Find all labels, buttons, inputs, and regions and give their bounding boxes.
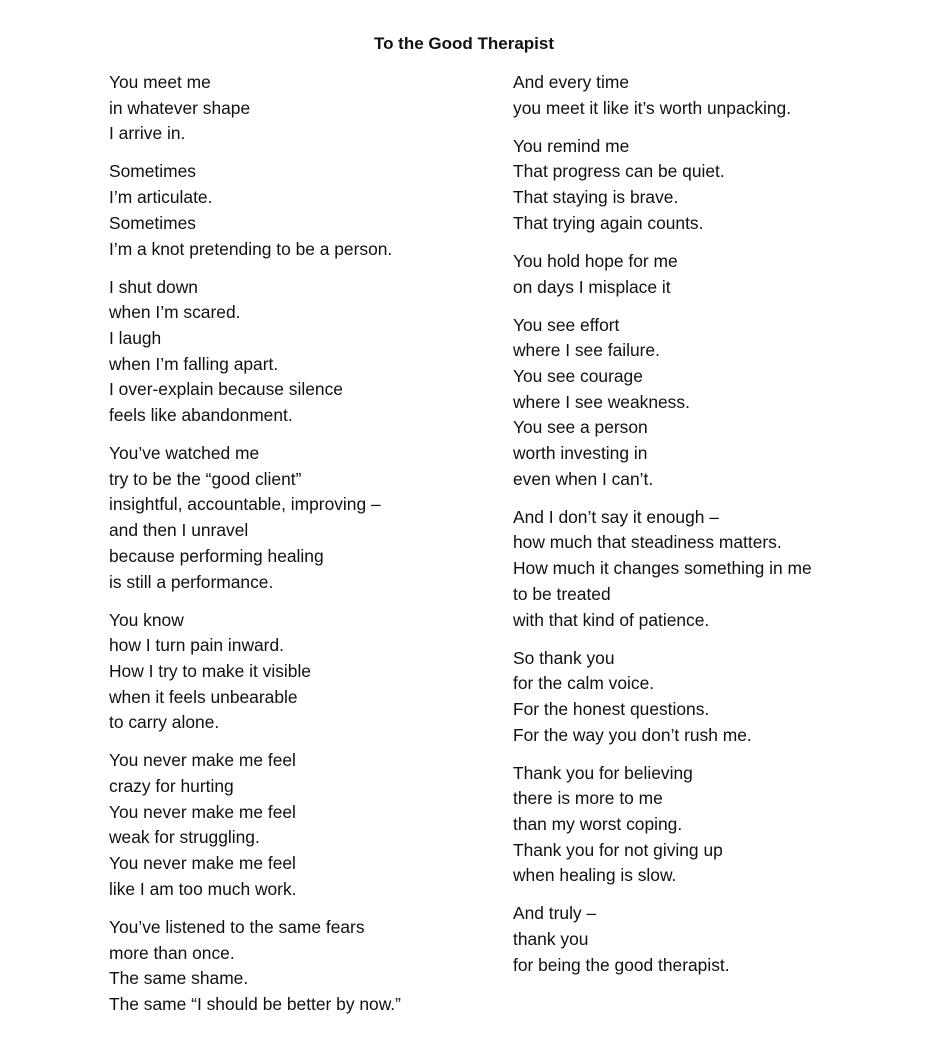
poem-line: feels like abandonment. [109, 405, 293, 426]
poem-line: is still a performance. [109, 571, 274, 592]
poem-line: you meet it like it’s worth unpacking. [513, 97, 792, 118]
poem-line: to be treated [513, 583, 611, 604]
poem-line: The same “I should be better by now.” [109, 993, 401, 1014]
poem-line: insightful, accountable, improving – [109, 494, 381, 515]
poem-line: I shut down [109, 276, 198, 297]
poem-line: You remind me [513, 135, 630, 156]
poem-stanza [513, 646, 893, 749]
poem-line: even when I can’t. [513, 468, 654, 489]
poem-line: how much that steadiness matters. [513, 532, 782, 553]
poem-line: when I’m falling apart. [109, 353, 279, 374]
poem-line: You meet me [109, 72, 211, 92]
poem-line: You know [109, 609, 184, 630]
poem-stanza [513, 313, 893, 493]
poem-line: where I see failure. [513, 340, 660, 361]
poem-line: You see courage [513, 365, 643, 386]
poem-line: for being the good therapist. [513, 954, 730, 975]
poem-line: You never make me feel [109, 801, 296, 822]
poem-line: because performing healing [109, 545, 324, 566]
poem-line: How I try to make it visible [109, 660, 311, 681]
poem-line: weak for struggling. [109, 827, 260, 848]
poem-stanza [109, 159, 479, 262]
poem-line: You’ve watched me [109, 443, 260, 464]
poem-line: thank you [513, 929, 589, 950]
poem-line: You’ve listened to the same fears [109, 916, 365, 937]
poem-line: than my worst coping. [513, 814, 683, 835]
poem-line: Thank you for not giving up [513, 839, 723, 860]
poem-line: You never make me feel [109, 750, 296, 771]
poem-stanza [513, 761, 893, 890]
poem-stanza [109, 608, 479, 737]
poem-line: I’m a knot pretending to be a person. [109, 238, 393, 259]
poem-line: That trying again counts. [513, 212, 704, 233]
poem-stanza [109, 70, 479, 147]
poem-line: try to be the “good client” [109, 468, 302, 489]
poem-line: How much it changes something in me [513, 558, 812, 579]
poem-line: when it feels unbearable [109, 686, 298, 707]
poem-line: So thank you [513, 647, 615, 668]
poem-line: crazy for hurting [109, 776, 234, 797]
poem-right-column [513, 70, 893, 991]
poem-line: how I turn pain inward. [109, 635, 284, 656]
poem-line: when healing is slow. [513, 865, 677, 886]
poem-line: For the honest questions. [513, 698, 710, 719]
poem-line: And every time [513, 72, 629, 92]
poem-stanza [109, 275, 479, 429]
poem-line: on days I misplace it [513, 276, 671, 297]
poem-line: in whatever shape [109, 97, 251, 118]
poem-line: and then I unravel [109, 520, 249, 541]
poem-line: I arrive in. [109, 123, 186, 144]
poem-line: You see a person [513, 417, 648, 438]
poem-line: And I don’t say it enough – [513, 506, 719, 527]
poem-line: Thank you for believing [513, 762, 693, 783]
poem-line: with that kind of patience. [513, 609, 710, 630]
poem-line: That staying is brave. [513, 187, 679, 208]
poem-line: like I am too much work. [109, 878, 297, 899]
poem-line: You never make me feel [109, 853, 296, 874]
poem-line: I over-explain because silence [109, 379, 343, 400]
poem-line: where I see weakness. [513, 391, 690, 412]
poem-line: For the way you don’t rush me. [513, 724, 752, 745]
poem-line: That progress can be quiet. [513, 161, 725, 182]
poem-line: Sometimes [109, 161, 196, 182]
poem-line: to carry alone. [109, 712, 220, 733]
poem-line: The same shame. [109, 968, 249, 989]
poem-stanza [513, 901, 893, 978]
poem-line: worth investing in [513, 443, 648, 464]
poem-left-column [109, 70, 479, 1030]
poem-line: You hold hope for me [513, 250, 678, 271]
poem-stanza [109, 441, 479, 595]
poem-line: there is more to me [513, 788, 663, 809]
poem-line: I laugh [109, 327, 162, 348]
poem-line: when I’m scared. [109, 302, 241, 323]
poem-stanza [109, 748, 479, 902]
poem-line: You see effort [513, 314, 620, 335]
poem-line: I’m articulate. [109, 187, 213, 208]
poem-line: Sometimes [109, 212, 196, 233]
poem-stanza [513, 505, 893, 634]
poem-line: more than once. [109, 942, 235, 963]
poem-stanza [513, 134, 893, 237]
poem-stanza [513, 70, 893, 121]
poem-line: And truly – [513, 903, 597, 924]
poem-title: To the Good Therapist [373, 34, 555, 53]
poem-line: for the calm voice. [513, 673, 655, 694]
poem-stanza [513, 249, 893, 300]
poem-stanza [109, 915, 479, 1018]
